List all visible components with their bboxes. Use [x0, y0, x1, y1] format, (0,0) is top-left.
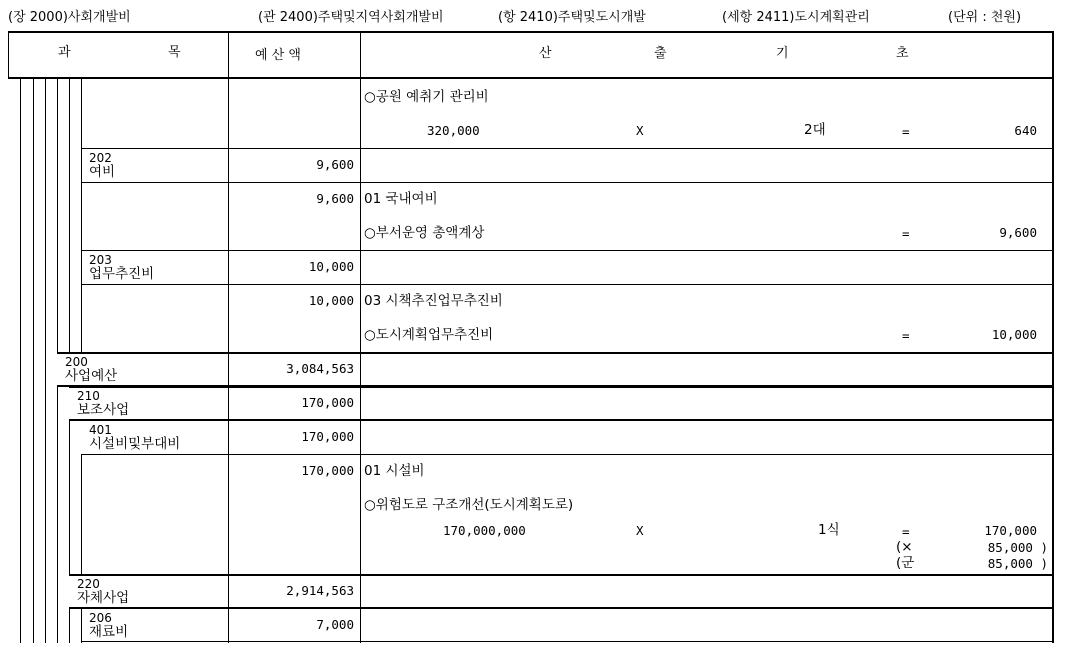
- budget-amount: 170,000: [301, 429, 354, 444]
- sehang-label: (세항 2411)도시계획관리: [722, 10, 870, 25]
- item-name: 시설비및부대비: [89, 436, 181, 452]
- row-line-bold: [69, 386, 1054, 388]
- budget-amount: 170,000: [301, 463, 354, 478]
- equals-sign: =: [902, 226, 910, 241]
- col-head-basis-3: 기: [776, 46, 789, 61]
- detail-item: ○도시계획업무추진비: [364, 327, 494, 343]
- col-divider-basis: [360, 31, 361, 643]
- tree-line: [69, 420, 70, 574]
- table-border-left: [8, 31, 9, 78]
- budget-amount: 3,084,563: [286, 361, 354, 376]
- detail-item: ○부서운영 총액계상: [364, 225, 485, 241]
- table-border-right: [1052, 31, 1054, 643]
- item-code: 206: [89, 611, 112, 625]
- item-name: 사업예산: [65, 368, 118, 384]
- equals-sign: =: [902, 328, 910, 343]
- budget-amount: 10,000: [308, 293, 354, 308]
- row-line: [81, 454, 1054, 455]
- col-head-basis-2: 출: [654, 46, 667, 61]
- col-head-gwa: 과: [58, 45, 71, 60]
- tree-line: [20, 79, 21, 643]
- row-line: [81, 284, 1054, 285]
- split-value: 85,000 ): [987, 540, 1048, 555]
- gwan-label: (관 2400)주택및지역사회개발비: [258, 10, 444, 25]
- equals-sign: =: [902, 124, 910, 139]
- tree-line: [57, 79, 58, 352]
- row-line: [81, 250, 1054, 251]
- tree-line: [45, 79, 46, 643]
- detail-item: ○위험도로 구조개선(도시계획도로): [364, 497, 574, 513]
- sub-item: 01 시설비: [364, 463, 425, 479]
- tree-line: [81, 608, 82, 643]
- hang-label: (항 2410)주택및도시개발: [498, 10, 646, 25]
- col-head-basis-4: 초: [896, 46, 909, 61]
- item-name: 업무추진비: [89, 266, 155, 282]
- tree-line: [69, 608, 70, 643]
- row-line-bold: [57, 352, 1054, 354]
- sub-item: 01 국내여비: [364, 191, 438, 207]
- budget-amount: 9,600: [316, 157, 354, 172]
- split-label: (×: [896, 539, 913, 555]
- header-bottom-border: [8, 77, 1054, 79]
- calc-result: 170,000: [984, 523, 1037, 538]
- budget-amount: 9,600: [316, 191, 354, 206]
- row-line-bold: [69, 419, 1054, 421]
- detail-item: ○공원 예취기 관리비: [364, 89, 489, 105]
- calc-result: 9,600: [999, 225, 1037, 240]
- item-name: 자체사업: [77, 590, 130, 606]
- quantity: 2대: [804, 122, 826, 138]
- item-code: 202: [89, 151, 112, 165]
- unit-price: 320,000: [427, 123, 480, 138]
- split-label: (군: [896, 555, 915, 571]
- item-name: 재료비: [89, 624, 129, 640]
- row-line: [81, 641, 1054, 642]
- multiply-sign: X: [636, 123, 644, 138]
- multiply-sign: X: [636, 523, 644, 538]
- tree-line: [69, 79, 70, 352]
- item-code: 203: [89, 253, 112, 267]
- unit-price: 170,000,000: [443, 523, 526, 538]
- calc-result: 640: [1014, 123, 1037, 138]
- row-line: [81, 148, 1054, 149]
- budget-amount: 10,000: [308, 259, 354, 274]
- split-value: 85,000 ): [987, 556, 1048, 571]
- item-code: 220: [77, 577, 100, 591]
- row-line: [81, 182, 1054, 183]
- item-name: 보조사업: [77, 402, 130, 418]
- item-name: 여비: [89, 164, 116, 180]
- tree-line: [81, 79, 82, 352]
- item-code: 200: [65, 355, 88, 369]
- equals-sign: =: [902, 524, 910, 539]
- col-head-mok: 목: [168, 45, 181, 60]
- col-divider-budget: [228, 31, 229, 643]
- tree-line: [57, 386, 58, 643]
- item-code: 401: [89, 423, 112, 437]
- sub-item: 03 시책추진업무추진비: [364, 293, 503, 309]
- unit-label: (단위 : 천원): [948, 10, 1022, 25]
- row-line-bold: [69, 574, 1054, 576]
- row-line-bold: [69, 607, 1054, 609]
- item-code: 210: [77, 389, 100, 403]
- budget-amount: 7,000: [316, 617, 354, 632]
- calc-result: 10,000: [991, 327, 1037, 342]
- col-head-basis-1: 산: [539, 46, 552, 61]
- quantity: 1식: [818, 522, 840, 538]
- col-head-budget: 예 산 액: [255, 48, 301, 63]
- tree-line: [81, 454, 82, 574]
- table-top-border: [8, 31, 1054, 33]
- tree-line: [33, 79, 34, 643]
- jang-label: (장 2000)사회개발비: [8, 10, 131, 25]
- budget-amount: 170,000: [301, 395, 354, 410]
- budget-amount: 2,914,563: [286, 583, 354, 598]
